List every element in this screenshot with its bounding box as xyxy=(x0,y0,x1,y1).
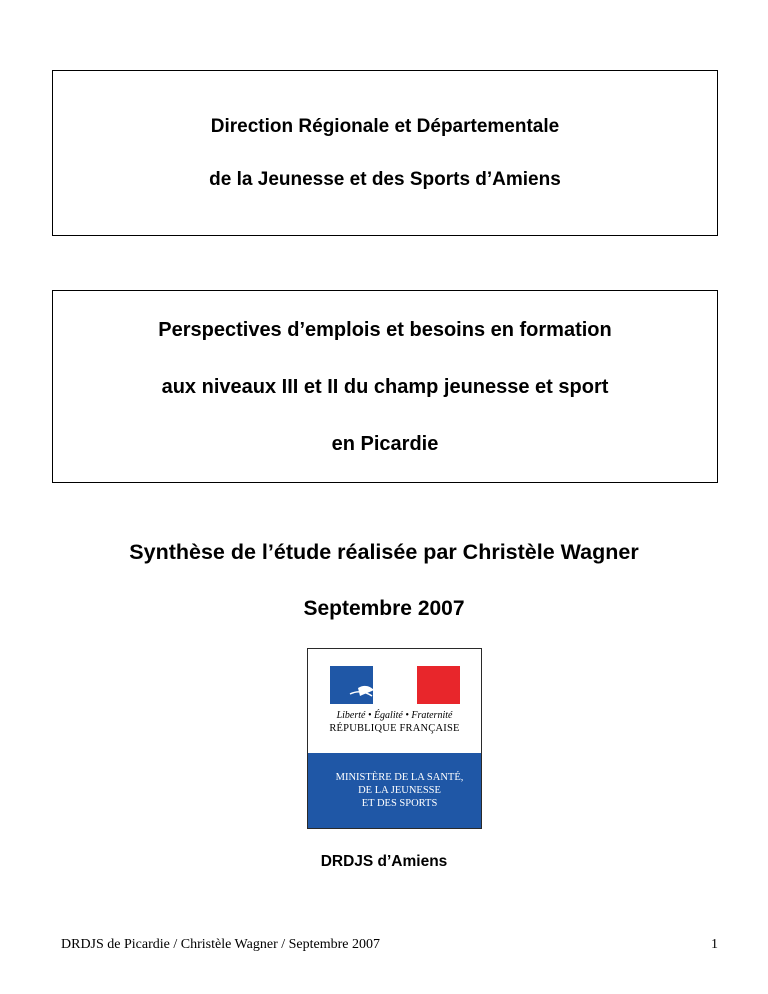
synthesis-line: Synthèse de l’étude réalisée par Christèle Wagner xyxy=(129,540,639,564)
marianne-flag-icon xyxy=(330,666,460,704)
republic-motto: Liberté • Égalité • Fraternité xyxy=(336,710,453,721)
page-footer: DRDJS de Picardie / Christèle Wagner / Septembre 2007 xyxy=(61,937,380,952)
ministry-logo xyxy=(307,648,482,829)
title-line-1: Perspectives d’emplois et besoins en formation xyxy=(158,318,612,341)
ministry-name-block xyxy=(308,753,481,828)
date-line: Septembre 2007 xyxy=(303,597,465,620)
ministry-line-2: DE LA JEUNESSE xyxy=(358,785,441,796)
header-line-2: de la Jeunesse et des Sports d’Amiens xyxy=(209,169,561,190)
ministry-line-3: ET DES SPORTS xyxy=(361,798,438,809)
logo-caption: DRDJS d’Amiens xyxy=(320,853,448,870)
ministry-line-1: MINISTÈRE DE LA SANTÉ, xyxy=(335,772,464,783)
title-line-2: aux niveaux III et II du champ jeunesse et sport xyxy=(161,375,609,398)
header-box xyxy=(52,70,718,236)
title-box xyxy=(52,290,718,483)
title-line-3: en Picardie xyxy=(331,432,439,455)
header-line-1: Direction Régionale et Départementale xyxy=(210,116,560,137)
republic-name: RÉPUBLIQUE FRANÇAISE xyxy=(329,723,460,734)
page-number: 1 xyxy=(711,937,718,952)
